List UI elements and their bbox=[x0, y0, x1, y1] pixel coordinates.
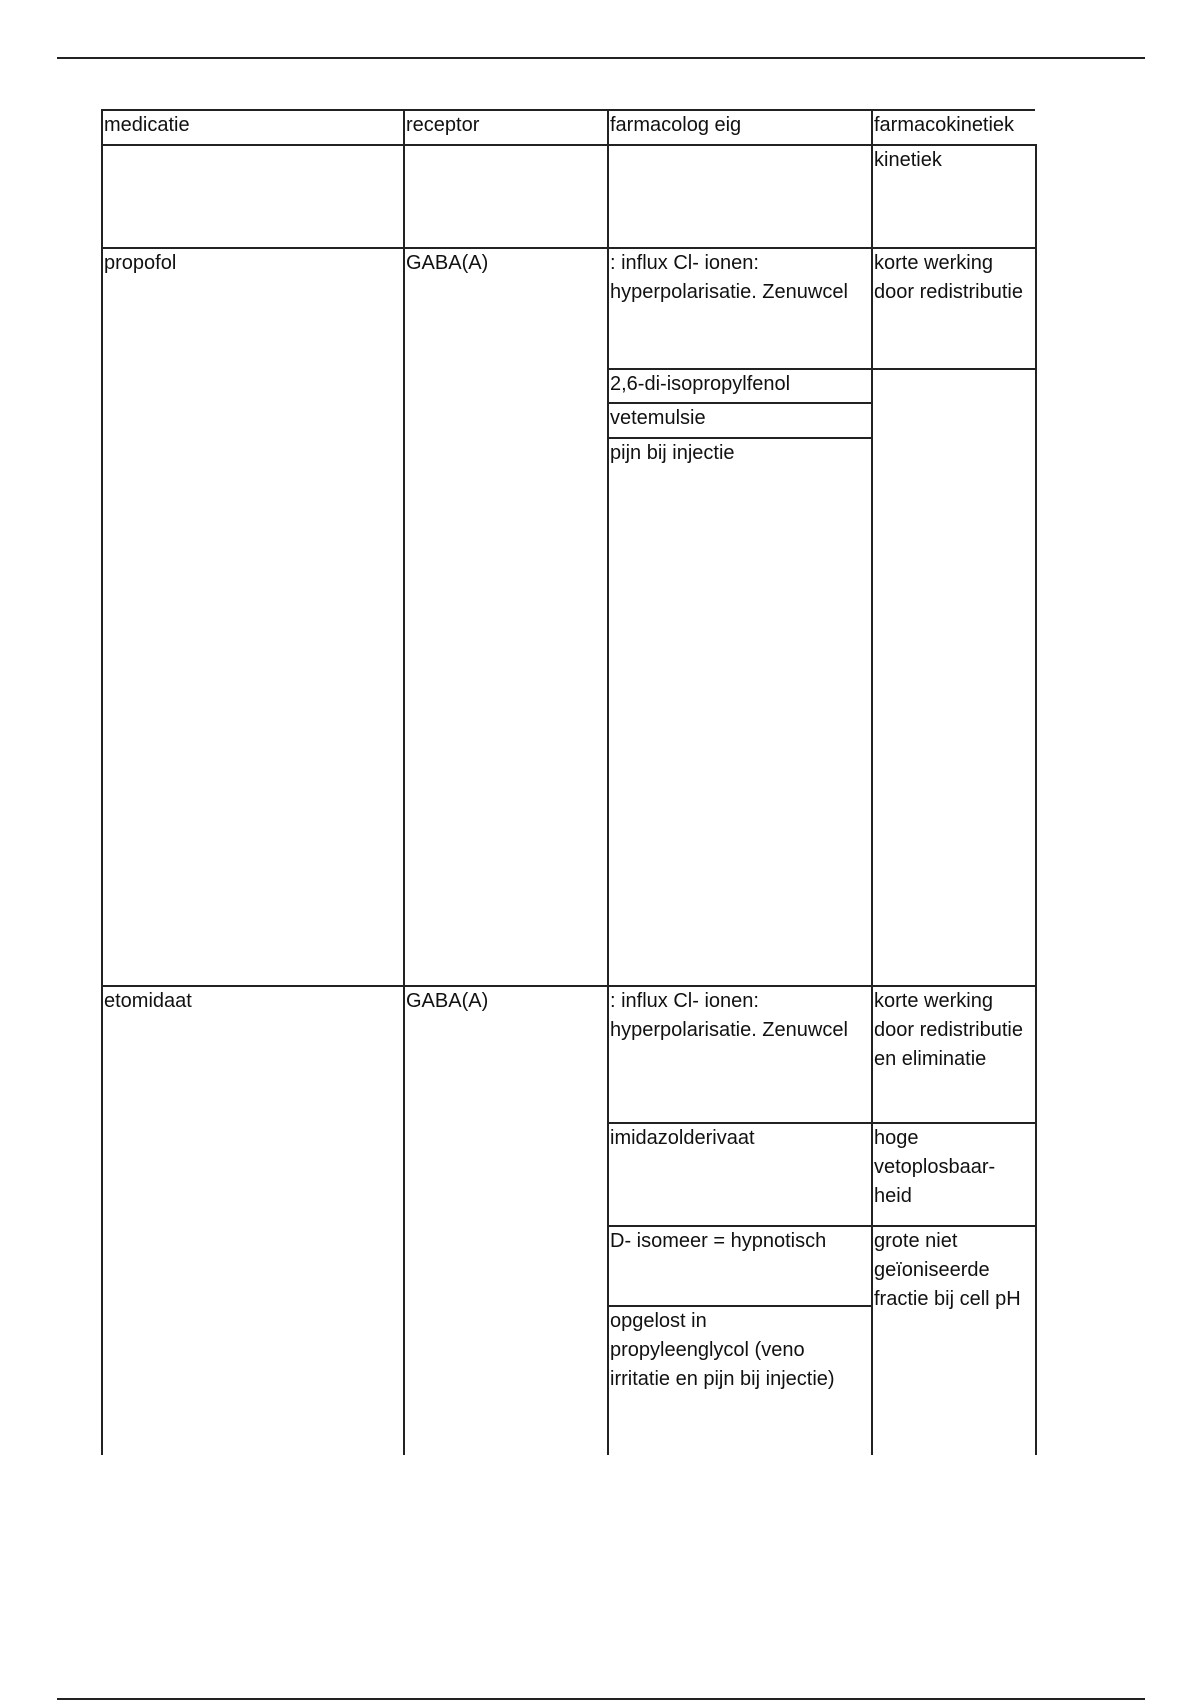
propofol-farmacolog-mechanism: : influx Cl- ionen: hyperpolarisatie. Zenuwcel bbox=[610, 252, 848, 303]
etomidaat-farmacolog-isomer: D- isomeer = hypnotisch bbox=[610, 1230, 827, 1252]
propofol-medicatie: propofol bbox=[104, 252, 177, 274]
propofol-farmacolog-side-effect: pijn bij injectie bbox=[610, 442, 735, 464]
grid-line bbox=[403, 109, 405, 1455]
propofol-farmacolog-formulation: vetemulsie bbox=[610, 407, 706, 429]
etomidaat-kinetiek-lipophilicity: hoge vetoplosbaar-heid bbox=[874, 1127, 996, 1207]
propofol-kinetiek: korte werking door redistributie bbox=[874, 252, 1023, 303]
header-medicatie: medicatie bbox=[104, 114, 190, 136]
propofol-receptor: GABA(A) bbox=[406, 252, 489, 274]
subheader-kinetiek: kinetiek bbox=[874, 149, 942, 171]
header-receptor: receptor bbox=[406, 114, 480, 136]
etomidaat-medicatie: etomidaat bbox=[104, 990, 192, 1012]
etomidaat-receptor: GABA(A) bbox=[406, 990, 489, 1012]
header-farmacolog: farmacolog eig bbox=[610, 114, 742, 136]
etomidaat-kinetiek-duration: korte werking door redistributie en eliminatie bbox=[874, 990, 1023, 1070]
propofol-farmacolog-structure: 2,6-di-isopropylfenol bbox=[610, 373, 791, 395]
grid-line bbox=[101, 109, 103, 1455]
pharmacology-table bbox=[101, 109, 1035, 1455]
etomidaat-farmacolog-structure: imidazolderivaat bbox=[610, 1127, 755, 1149]
etomidaat-kinetiek-ionisation: grote niet geïoniseerde fractie bij cell pH bbox=[874, 1230, 1021, 1310]
page-header-rule bbox=[57, 57, 1145, 59]
etomidaat-farmacolog-mechanism: : influx Cl- ionen: hyperpolarisatie. Zenuwcel bbox=[610, 990, 848, 1041]
etomidaat-farmacolog-solvent: opgelost in propyleenglycol (veno irritatie en pijn bij injectie) bbox=[610, 1310, 835, 1390]
header-farmacokinetiek: farmacokinetiek bbox=[874, 114, 1015, 136]
grid-line bbox=[1035, 144, 1037, 1455]
